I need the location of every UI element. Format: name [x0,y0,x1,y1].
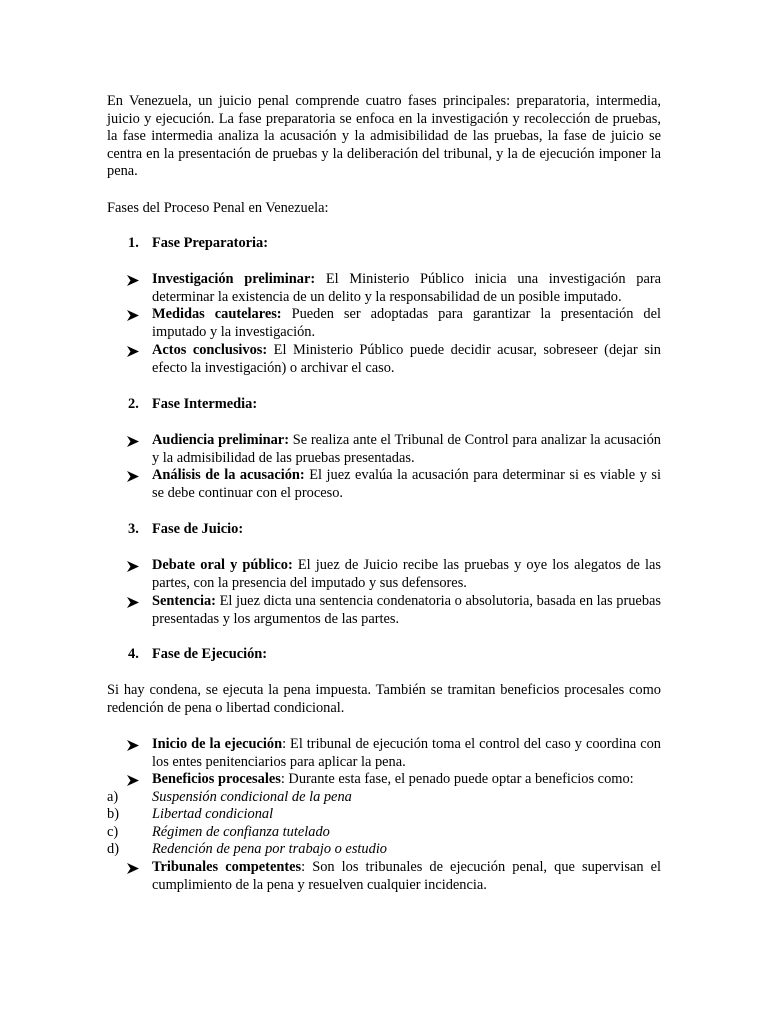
phase-2-title: Fase Intermedia: [152,396,258,412]
list-item-text [152,859,661,894]
list-item-term: Audiencia preliminar: [152,432,289,448]
list-item-term: Debate oral y público: [152,557,293,573]
list-item-body: Pueden ser adoptadas para garantizar la presentación del imputado y la investigación. [152,306,662,340]
list-item-body: : Durante esta fase, el penado puede optar a beneficios como: [280,771,634,787]
list-item-text [152,467,661,502]
phase-4-title: Fase de Ejecución: [152,646,268,662]
benefit-text: Suspensión condicional de la pena [152,789,352,805]
list-item-term: Análisis de la acusación: [152,467,305,483]
list-item-body: El Ministerio Público inicia una investigación para determinar la existencia de un delito y la responsabilidad de un posible imputado. [152,271,662,305]
phase-1-title: Fase Preparatoria: [152,235,269,251]
intro-paragraph: En Venezuela, un juicio penal comprende cuatro fases principales: preparatoria, intermedia, juicio y ejecución. La fase preparatoria se enfoca en la investigación y recolección de pruebas, la fase intermedia analiza la acusación y la admisibilidad de las pruebas, la fase de juicio se centra en la presentación de pruebas y la deliberación del tribunal, y la de ejecución imponer la pena. [107,93,661,180]
list-item-body: El Ministerio Público puede decidir acusar, sobreseer (dejar sin efecto la investigación) o archivar el caso. [152,342,661,376]
arrowhead-bullet-icon [127,859,141,876]
phase-2-heading [128,396,257,414]
arrowhead-bullet-icon [127,271,141,288]
benefit-text: Régimen de confianza tutelado [152,824,330,840]
phase-1-number: 1. [128,235,139,251]
benefit-text: Redención de pena por trabajo o estudio [152,841,388,857]
list-item-term: Sentencia: [152,593,216,609]
list-item-term: Actos conclusivos: [152,342,268,358]
list-item-body: : Son los tribunales de ejecución penal, que supervisan el cumplimiento de la pena y resuelven cualquier incidencia. [152,859,661,893]
list-item-term: Tribunales competentes [152,859,302,875]
list-item-body: El juez de Juicio recibe las pruebas y oye los alegatos de las partes, con la presencia del imputado y sus defensores. [152,557,661,591]
arrowhead-bullet-icon [127,342,141,359]
arrowhead-bullet-icon [127,467,141,484]
phase-2-number: 2. [128,396,139,412]
list-item-text [152,736,661,771]
list-item-body: : El tribunal de ejecución toma el control del caso y coordina con los entes penitenciarios para aplicar la pena. [152,736,661,770]
phase-4-number: 4. [128,646,139,662]
list-item-text [152,593,661,628]
arrowhead-bullet-icon [127,771,141,788]
list-item-body: Se realiza ante el Tribunal de Control para analizar la acusación y la admisibilidad de las pruebas presentadas. [152,432,661,466]
list-item-text [152,432,661,467]
arrowhead-bullet-icon [127,593,141,610]
list-item-term: Medidas cautelares: [152,306,282,322]
list-item-body: El juez dicta una sentencia condenatoria o absolutoria, basada en las pruebas presentadas y los argumentos de las partes. [152,593,661,627]
benefit-marker: c) [107,824,119,840]
list-item-text [152,557,661,592]
phase-4-intro: Si hay condena, se ejecuta la pena impuesta. También se tramitan beneficios procesales como redención de pena o libertad condicional. [107,682,661,716]
list-item-text [152,271,661,306]
benefit-marker: b) [107,806,119,822]
benefit-marker: d) [107,841,119,857]
phase-1-heading [128,235,268,253]
phase-3-heading [128,521,243,539]
list-item-text [152,771,661,789]
arrowhead-bullet-icon [127,432,141,449]
phase-3-number: 3. [128,521,139,537]
phase-4-heading [128,646,267,664]
list-item-body: El juez evalúa la acusación para determinar si es viable y si se debe continuar con el proceso. [152,467,662,501]
list-item-term: Inicio de la ejecución [152,736,283,752]
benefit-text: Libertad condicional [152,806,274,822]
list-item-term: Beneficios procesales [152,771,281,787]
arrowhead-bullet-icon [127,557,141,574]
section-subtitle: Fases del Proceso Penal en Venezuela: [107,200,329,216]
list-item-text [152,306,661,341]
list-item-text [152,342,661,377]
arrowhead-bullet-icon [127,306,141,323]
benefit-marker: a) [107,789,119,805]
arrowhead-bullet-icon [127,736,141,753]
list-item-term: Investigación preliminar: [152,271,316,287]
phase-3-title: Fase de Juicio: [152,521,244,537]
